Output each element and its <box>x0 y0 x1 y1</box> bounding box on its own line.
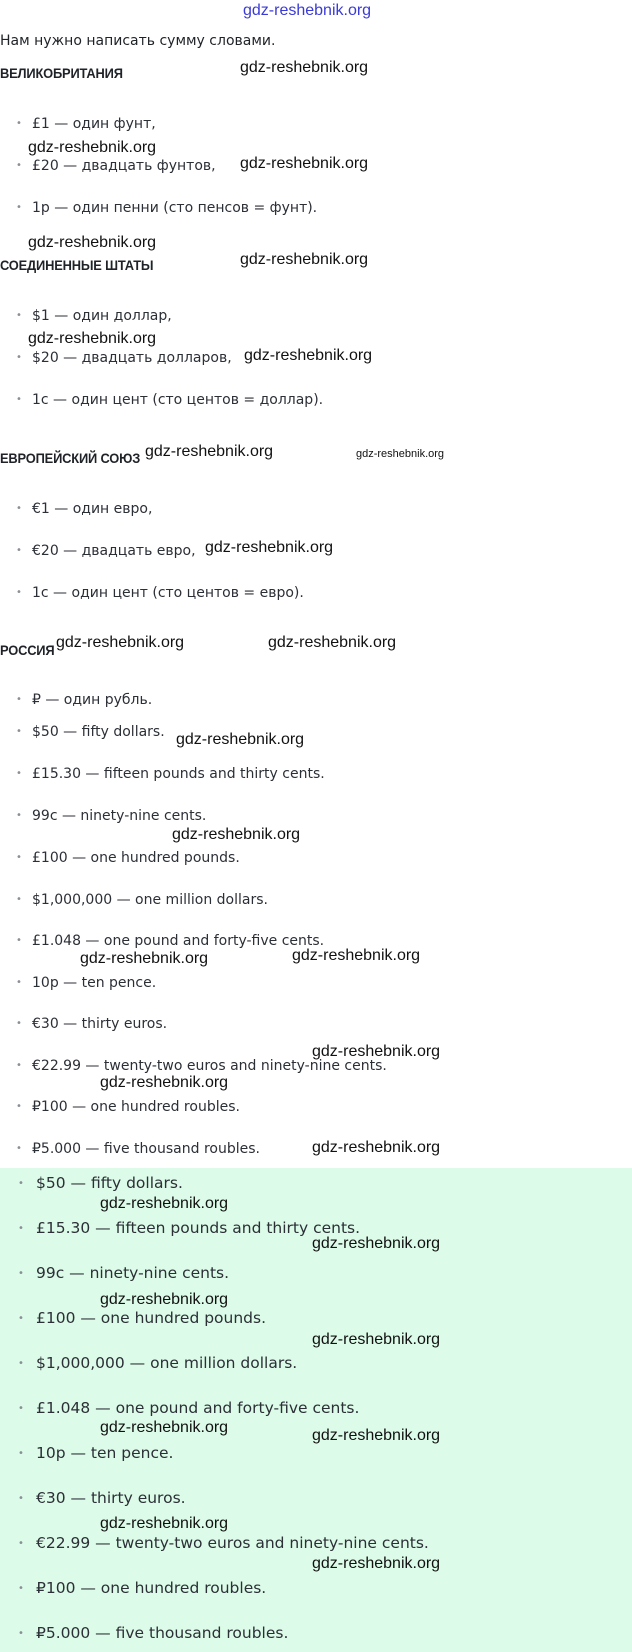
watermark: gdz-reshebnik.org <box>172 826 301 843</box>
watermark: gdz-reshebnik.org <box>80 950 209 967</box>
watermark: gdz-reshebnik.org <box>56 634 185 651</box>
watermark: gdz-reshebnik.org <box>205 539 334 556</box>
list-item: • ₽ — один рубль. <box>16 692 153 708</box>
answer-item: • 10p — ten pence. <box>18 1444 174 1462</box>
answer-item: • €22.99 — twenty-two euros and ninety-nine cents. <box>16 1058 387 1074</box>
watermark: gdz-reshebnik.org <box>243 2 372 19</box>
answer-item: • $50 — fifty dollars. <box>16 724 165 740</box>
answer-item: • ₽100 — one hundred roubles. <box>16 1099 240 1115</box>
answer-item: • 10p — ten pence. <box>16 975 157 991</box>
answer-item: • €30 — thirty euros. <box>18 1489 186 1507</box>
answer-item: • 99c — ninety-nine cents. <box>16 808 207 824</box>
watermark: gdz-reshebnik.org <box>100 1074 229 1091</box>
watermark: gdz-reshebnik.org <box>312 1555 441 1572</box>
watermark: gdz-reshebnik.org <box>268 634 397 651</box>
list-item: • $1 — один доллар, <box>16 308 172 324</box>
list-item: • $20 — двадцать долларов, <box>16 350 232 366</box>
list-item: • £1 — один фунт, <box>16 116 156 132</box>
watermark: gdz-reshebnik.org <box>312 1139 441 1156</box>
list-item: • €20 — двадцать евро, <box>16 543 196 559</box>
answer-item: • ₽100 — one hundred roubles. <box>18 1579 267 1597</box>
watermark: gdz-reshebnik.org <box>356 448 445 460</box>
list-item: • 1с — один цент (сто центов = евро). <box>16 585 304 601</box>
list-item: • £20 — двадцать фунтов, <box>16 158 216 174</box>
watermark: gdz-reshebnik.org <box>312 1043 441 1060</box>
answer-item: • $1,000,000 — one million dollars. <box>16 892 268 908</box>
heading-uk: ВЕЛИКОБРИТАНИЯ <box>0 65 123 81</box>
answer-item: • £100 — one hundred pounds. <box>18 1309 267 1327</box>
answer-item: • $1,000,000 — one million dollars. <box>18 1354 298 1372</box>
watermark: gdz-reshebnik.org <box>100 1195 229 1212</box>
answer-item: • £1.048 — one pound and forty-five cents. <box>18 1399 360 1417</box>
heading-us: СОЕДИНЕННЫЕ ШТАТЫ <box>0 257 154 273</box>
answer-item: • ₽5.000 — five thousand roubles. <box>16 1141 260 1157</box>
heading-russia: РОССИЯ <box>0 642 55 658</box>
watermark: gdz-reshebnik.org <box>312 1427 441 1444</box>
watermark: gdz-reshebnik.org <box>240 59 369 76</box>
answer-item: • €22.99 — twenty-two euros and ninety-nine cents. <box>18 1534 429 1552</box>
list-item: • €1 — один евро, <box>16 501 153 517</box>
list-item: • 1с — один цент (сто центов = доллар). <box>16 392 324 408</box>
watermark: gdz-reshebnik.org <box>240 251 369 268</box>
list-item: • 1р — один пенни (сто пенсов = фунт). <box>16 200 318 216</box>
answer-item: • £15.30 — fifteen pounds and thirty cents. <box>18 1219 361 1237</box>
watermark: gdz-reshebnik.org <box>100 1291 229 1308</box>
answer-item: • 99c — ninety-nine cents. <box>18 1264 230 1282</box>
watermark: gdz-reshebnik.org <box>100 1419 229 1436</box>
answer-item: • £15.30 — fifteen pounds and thirty cents. <box>16 766 325 782</box>
watermark: gdz-reshebnik.org <box>176 731 305 748</box>
answer-item: • £100 — one hundred pounds. <box>16 850 240 866</box>
watermark: gdz-reshebnik.org <box>28 330 157 347</box>
watermark: gdz-reshebnik.org <box>244 347 373 364</box>
watermark: gdz-reshebnik.org <box>145 443 274 460</box>
watermark: gdz-reshebnik.org <box>292 947 421 964</box>
watermark: gdz-reshebnik.org <box>312 1331 441 1348</box>
watermark: gdz-reshebnik.org <box>28 139 157 156</box>
answer-item: • €30 — thirty euros. <box>16 1016 168 1032</box>
intro-text: Нам нужно написать сумму словами. <box>0 33 276 49</box>
watermark: gdz-reshebnik.org <box>100 1515 229 1532</box>
heading-eu: ЕВРОПЕЙСКИЙ СОЮЗ <box>0 450 141 466</box>
watermark: gdz-reshebnik.org <box>312 1235 441 1252</box>
watermark: gdz-reshebnik.org <box>28 234 157 251</box>
answer-item: • ₽5.000 — five thousand roubles. <box>18 1624 289 1642</box>
answer-item: • £1.048 — one pound and forty-five cents. <box>16 933 325 949</box>
answer-item: • $50 — fifty dollars. <box>18 1174 183 1192</box>
watermark: gdz-reshebnik.org <box>240 155 369 172</box>
